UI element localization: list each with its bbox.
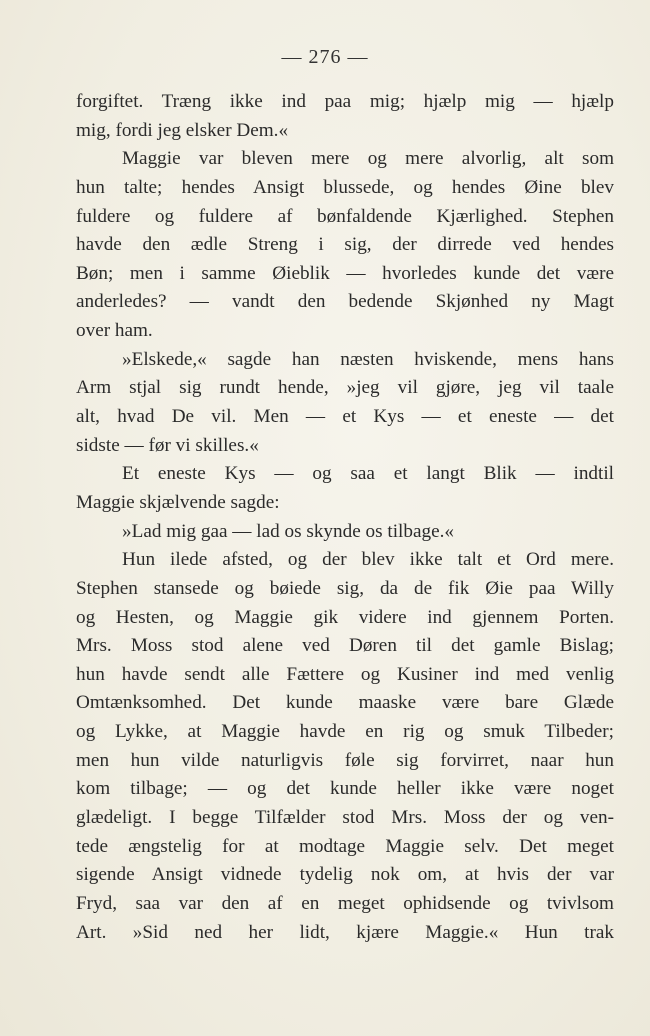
text-line: Et eneste Kys — og saa et langt Blik — indtil	[122, 463, 614, 485]
body-text	[76, 88, 614, 947]
text-line: mig, fordi jeg elsker Dem.«	[76, 119, 289, 141]
text-line: hun talte; hendes Ansigt blussede, og hendes Øine blev	[76, 176, 614, 198]
text-line: og Lykke, at Maggie havde en rig og smuk Tilbeder;	[76, 721, 614, 743]
text-line: sigende Ansigt vidnede tydelig nok om, at hvis der var	[76, 864, 614, 886]
text-line: over ham.	[76, 320, 153, 342]
text-line: havde den ædle Streng i sig, der dirrede ved hendes	[76, 234, 614, 256]
text-line: og Hesten, og Maggie gik videre ind gjennem Porten.	[76, 606, 614, 628]
text-line: fuldere og fuldere af bønfaldende Kjærlighed. Stephen	[76, 205, 614, 227]
text-line: Maggie var bleven mere og mere alvorlig, alt som	[122, 148, 614, 170]
text-line: Maggie skjælvende sagde:	[76, 491, 280, 513]
text-line: tede ængstelig for at modtage Maggie selv. Det meget	[76, 835, 614, 857]
text-line: »Lad mig gaa — lad os skynde os tilbage.«	[122, 520, 454, 542]
page-number: — 276 —	[281, 46, 369, 68]
text-line: forgiftet. Træng ikke ind paa mig; hjælp mig — hjælp	[76, 91, 614, 112]
text-line: Art. »Sid ned her lidt, kjære Maggie.« Hun trak	[76, 921, 614, 943]
text-line: kom tilbage; — og det kunde heller ikke være noget	[76, 778, 614, 800]
text-line: Hun ilede afsted, og der blev ikke talt et Ord mere.	[122, 549, 614, 571]
text-line: Fryd, saa var den af en meget ophidsende og tvivlsom	[76, 892, 614, 914]
text-line: Mrs. Moss stod alene ved Døren til det gamle Bislag;	[76, 635, 614, 657]
text-line: anderledes? — vandt den bedende Skjønhed ny Magt	[76, 291, 614, 313]
text-line: »Elskede,« sagde han næsten hviskende, mens hans	[122, 348, 614, 370]
text-line: men hun vilde naturligvis føle sig forvirret, naar hun	[76, 749, 614, 771]
text-line: Bøn; men i samme Øieblik — hvorledes kunde det være	[76, 262, 614, 284]
text-line: Omtænksomhed. Det kunde maaske være bare Glæde	[76, 692, 614, 714]
text-line: Arm stjal sig rundt hende, »jeg vil gjøre, jeg vil taale	[76, 377, 614, 399]
text-line: alt, hvad De vil. Men — et Kys — et eneste — det	[76, 406, 614, 428]
text-line: sidste — før vi skilles.«	[76, 434, 259, 456]
text-line: glædeligt. I begge Tilfælder stod Mrs. Moss der og ven-	[76, 807, 614, 829]
text-line: Stephen stansede og bøiede sig, da de fik Øie paa Willy	[76, 577, 614, 599]
text-line: hun havde sendt alle Fættere og Kusiner ind med venlig	[76, 663, 614, 685]
